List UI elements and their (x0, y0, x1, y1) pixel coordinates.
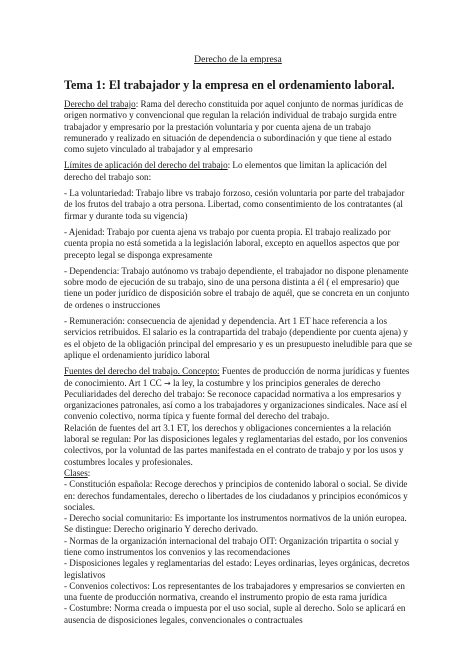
list-item: - Costumbre: Norma creada o impuesta por el uso social, suple al derecho. Solo se aplicará en ausencia de disposiciones legales, convencionales o contractuales (64, 603, 406, 625)
paragraph-dependencia: - Dependencia: Trabajo autónomo vs trabajo dependiente, el trabajador no dispone plenamente sobre modo de ejecución de su trabajo, sino de una persona distinta a él ( el empresario) que tiene un poder jurídico de disposición sobre el trabajo de aquél, que se concreta en un conjunto de ordenes o instrucciones (64, 265, 410, 310)
text-fuentes-a: Fuentes de producción de norma jurídicas y fuentes de conocimiento. Art 1 CC (64, 366, 410, 388)
arrow-icon: → (164, 378, 171, 388)
paragraph-limites (64, 160, 412, 183)
list-item: - Convenios colectivos: Los representantes de los trabajadores y empresarios se convierten en una fuente de producción normativa, creando el instrumento propio de esta rama jurídica (64, 580, 405, 603)
clases-list (64, 479, 412, 626)
paragraph-remuneracion: - Remuneración: consecuencia de ajenidad y dependencia. Art 1 ET hace referencia a los servicios retribuidos. El salario es la contrapartida del trabajo (dependiente por cuenta ajena) y es el objeto de la obligación principal del empresario y es un presupuesto ineludible para que se aplique el ordenamiento jurídico laboral (64, 316, 412, 360)
document-title: Derecho de la empresa (194, 54, 282, 65)
term-limites: Límites de aplicación del derecho del trabajo (64, 160, 228, 171)
clases-colon: : (87, 467, 91, 478)
term-clases: Clases (64, 467, 88, 478)
paragraph-derecho-del-trabajo (64, 99, 412, 155)
list-item: - Normas de la organización internacional del trabajo OIT: Organización tripartita o social y tiene como instrumentos los convenios y las recomendaciones (64, 535, 399, 557)
paragraph-relacion-fuentes: Relación de fuentes del art 3.1 ET, los derechos y obligaciones concernientes a la relación laboral se regulan: Por las disposiciones legales y reglamentarias del estado, por los convenios colectivos, por la voluntad de las partes manifestada en el contrato de trabajo y por los usos y costumbres locales y profesionales. (64, 422, 408, 467)
list-item: - Disposiciones legales y reglamentarias del estado: Leyes ordinarias, leyes orgánicas, decretos legislativos (64, 558, 410, 580)
clases-label (64, 468, 412, 479)
term-fuentes: Fuentes del derecho del trabajo. Concepto: (64, 366, 220, 377)
paragraph-peculiaridades: Peculiaridades del derecho del trabajo: Se reconoce capacidad normativa a los empresarios y organizaciones patronales, así como a los trabajadores y organizaciones sindicales. Nace así el convenio colectivo, norma típica y fuente formal del derecho del trabajo. (64, 388, 408, 422)
list-item: - Derecho social comunitario: Es importante los instrumentos normativos de la unión europea. Se distingue: Derecho originario Y derecho derivado. (64, 513, 407, 535)
term-derecho-del-trabajo: Derecho del trabajo (64, 99, 136, 109)
list-item: - Constitución española: Recoge derechos y principios de contenido laboral o social. Se divide en: derechos fundamentales, derecho o libertades de los ciudadanos y principios económicos y sociales. (64, 479, 408, 512)
text-fuentes-b: la ley, la costumbre y los principios generales de derecho (170, 377, 381, 388)
definition-derecho-del-trabajo: : Rama del derecho constituida por aquel conjunto de normas jurídicas de origen normativo y convencional que regulan la relación individual de trabajo surgida entre trabajador y empresario por la prestación voluntaria y por cuenta ajena de un trabajo remunerado y realizado en situación de dependencia o subordinación y que tiene al estado como sujeto vinculado al trabajador y al empresario (64, 99, 404, 155)
paragraph-fuentes (64, 366, 412, 389)
topic-heading: Tema 1: El trabajador y la empresa en el ordenamiento laboral. (64, 78, 395, 92)
text-limites: : Lo elementos que limitan la aplicación del derecho del trabajo son: (64, 160, 387, 182)
paragraph-ajenidad: - Ajenidad: Trabajo por cuenta ajena vs trabajo por cuenta propia. El trabajo realizado por cuenta propia no está sometida a la legislación laboral, excepto en aquellos aspectos que por precepto legal se disponga expresamente (64, 226, 400, 260)
paragraph-voluntariedad: - La voluntariedad: Trabajo libre vs trabajo forzoso, cesión voluntaria por parte del trabajador de los frutos del trabajo a otra persona. Libertad, como consentimiento de los contratantes (al firmar y durante toda su vigencia) (64, 188, 405, 221)
